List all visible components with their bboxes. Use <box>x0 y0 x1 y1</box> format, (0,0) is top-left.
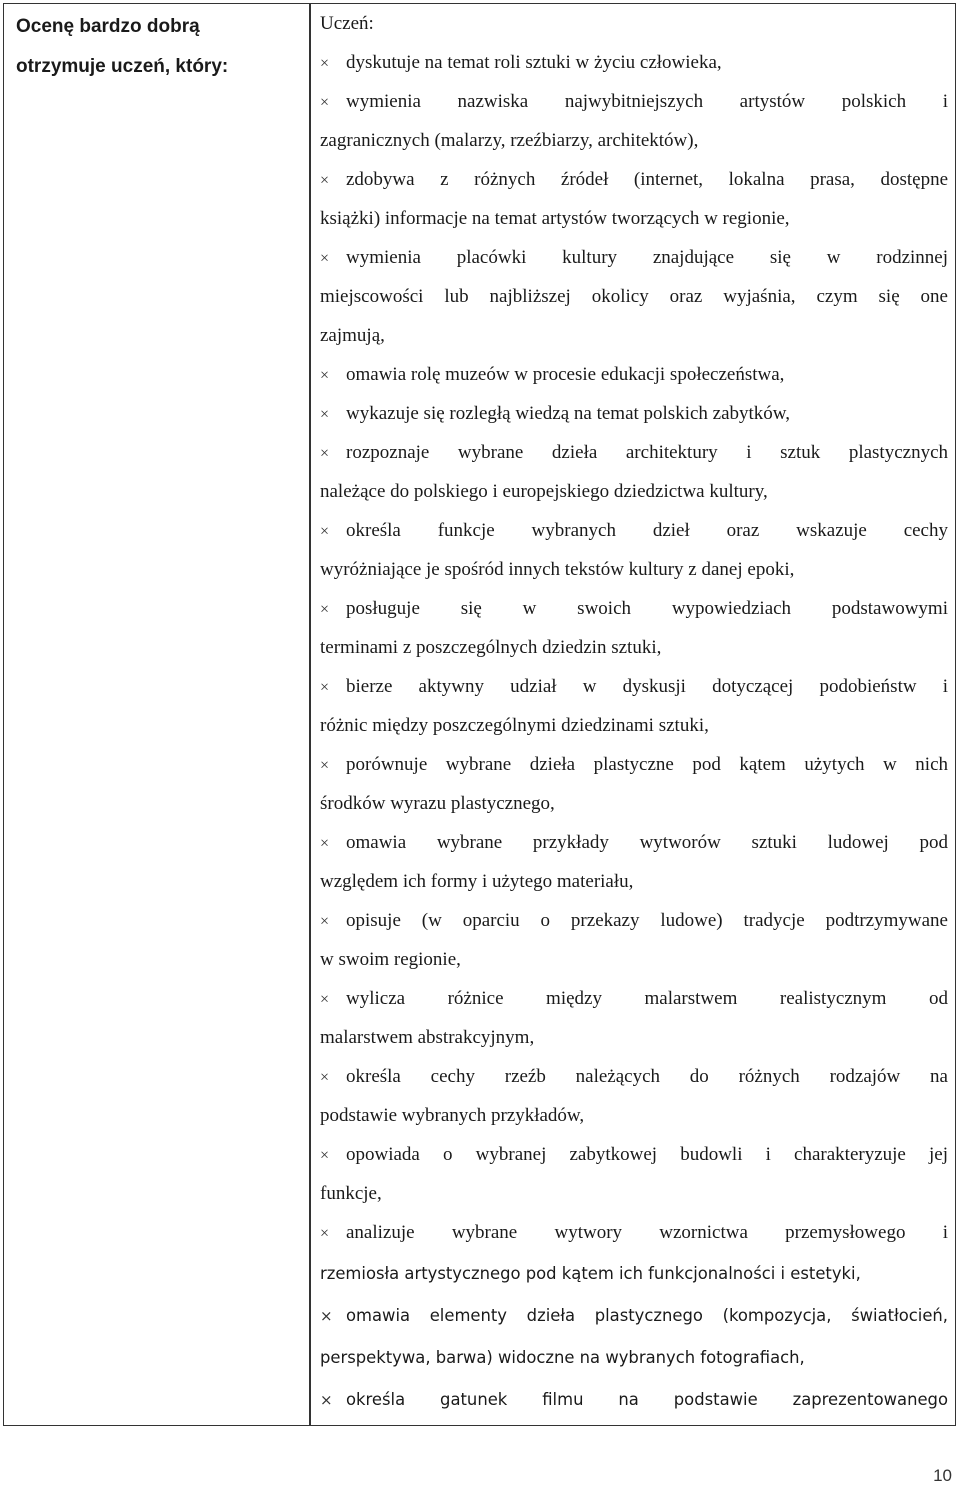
page-number: 10 <box>933 1466 952 1485</box>
requirement-text: analizuje wybrane wytwory wzornictwa przemysłowego i <box>346 1222 948 1243</box>
bullet-cross-icon: × <box>320 1225 330 1242</box>
requirement-line-continued <box>320 628 948 667</box>
requirement-text: wylicza różnice między malarstwem realistycznym od <box>346 988 948 1009</box>
requirement-text: określa cechy rzeźb należących do różnych rodzajów na <box>346 1066 948 1087</box>
requirement-line-bulleted <box>320 1135 948 1174</box>
requirement-text: podstawie wybranych przykładów, <box>320 1105 585 1126</box>
requirement-line-bulleted <box>320 589 948 628</box>
criteria-table <box>3 3 956 1426</box>
requirement-text: porównuje wybrane dzieła plastyczne pod kątem użytych w nich <box>346 754 948 775</box>
bullet-cross-icon: × <box>320 172 330 189</box>
grade-heading-line-2: otrzymuje uczeń, który: <box>16 56 229 77</box>
requirement-text: zagranicznych (malarzy, rzeźbiarzy, architektów), <box>320 130 699 151</box>
requirement-line-bulleted <box>320 1380 948 1419</box>
requirement-line-continued <box>320 784 948 823</box>
requirements-intro: Uczeń: <box>320 13 374 34</box>
requirement-line-bulleted <box>320 1296 948 1335</box>
requirement-line-continued <box>320 1018 948 1057</box>
requirement-line-continued <box>320 706 948 745</box>
requirement-line-bulleted <box>320 238 948 277</box>
requirement-line-bulleted <box>320 979 948 1018</box>
requirement-line-bulleted <box>320 901 948 940</box>
requirement-text: rzemiosła artystycznego pod kątem ich funkcjonalności i estetyki, <box>320 1264 861 1283</box>
requirement-line-bulleted <box>320 1213 948 1252</box>
requirement-text: określa gatunek filmu na podstawie zaprezentowanego <box>346 1390 948 1409</box>
requirement-text: posługuje się w swoich wypowiedziach podstawowymi <box>346 598 948 619</box>
requirement-text: wyróżniające je spośród innych tekstów kultury z danej epoki, <box>320 559 795 580</box>
grade-heading-cell <box>16 7 301 87</box>
requirement-text: malarstwem abstrakcyjnym, <box>320 1027 535 1048</box>
requirement-line-bulleted <box>320 823 948 862</box>
requirement-line-continued <box>320 940 948 979</box>
bullet-cross-icon: × <box>320 913 330 930</box>
requirement-text: funkcje, <box>320 1183 382 1204</box>
requirement-text: miejscowości lub najbliższej okolicy oraz wyjaśnia, czym się one <box>320 286 948 307</box>
bullet-cross-icon: × <box>320 367 330 384</box>
bullet-cross-icon: × <box>320 835 330 852</box>
requirement-line-bulleted <box>320 745 948 784</box>
requirement-text: określa funkcje wybranych dzieł oraz wskazuje cechy <box>346 520 948 541</box>
bullet-cross-icon: × <box>320 250 330 267</box>
bullet-cross-icon: × <box>320 445 330 462</box>
requirement-text: perspektywa, barwa) widoczne na wybranych fotografiach, <box>320 1348 805 1367</box>
requirement-line-continued <box>320 121 948 160</box>
requirement-text: omawia wybrane przykłady wytworów sztuki ludowej pod <box>346 832 948 853</box>
bullet-cross-icon: × <box>320 601 330 618</box>
requirement-line-continued <box>320 316 948 355</box>
requirement-line-bulleted <box>320 1057 948 1096</box>
requirement-text: książki) informacje na temat artystów tworzących w regionie, <box>320 208 790 229</box>
requirement-line-continued <box>320 550 948 589</box>
bullet-cross-icon: × <box>320 1307 333 1325</box>
requirement-line-continued <box>320 1174 948 1213</box>
bullet-cross-icon: × <box>320 757 330 774</box>
requirement-line-bulleted <box>320 82 948 121</box>
requirement-line-bulleted <box>320 160 948 199</box>
requirement-text: terminami z poszczególnych dziedzin sztuki, <box>320 637 662 658</box>
requirement-line-bulleted <box>320 433 948 472</box>
requirement-line-continued <box>320 472 948 511</box>
requirement-line-bulleted <box>320 355 948 394</box>
requirement-line-continued <box>320 1096 948 1135</box>
requirement-text: opisuje (w oparciu o przekazy ludowe) tradycje podtrzymywane <box>346 910 948 931</box>
requirement-text: wymienia placówki kultury znajdujące się w rodzinnej <box>346 247 948 268</box>
bullet-cross-icon: × <box>320 1147 330 1164</box>
requirement-text: zajmują, <box>320 325 385 346</box>
requirement-text: wymienia nazwiska najwybitniejszych artystów polskich i <box>346 91 948 112</box>
requirement-text: omawia elementy dzieła plastycznego (kompozycja, światłocień, <box>346 1306 948 1325</box>
requirement-line-continued <box>320 199 948 238</box>
bullet-cross-icon: × <box>320 679 330 696</box>
requirement-text: względem ich formy i użytego materiału, <box>320 871 634 892</box>
requirement-line-continued <box>320 1338 948 1377</box>
bullet-cross-icon: × <box>320 523 330 540</box>
bullet-cross-icon: × <box>320 991 330 1008</box>
requirement-text: rozpoznaje wybrane dzieła architektury i sztuk plastycznych <box>346 442 948 463</box>
requirement-text: środków wyrazu plastycznego, <box>320 793 555 814</box>
requirement-text: dyskutuje na temat roli sztuki w życiu człowieka, <box>346 52 722 73</box>
requirement-line-continued <box>320 1254 948 1293</box>
requirement-text: bierze aktywny udział w dyskusji dotyczącej podobieństw i <box>346 676 948 697</box>
requirement-line-bulleted <box>320 43 948 82</box>
requirement-text: omawia rolę muzeów w procesie edukacji społeczeństwa, <box>346 364 785 385</box>
requirement-text: wykazuje się rozległą wiedzą na temat polskich zabytków, <box>346 403 791 424</box>
requirement-text: różnic między poszczególnymi dziedzinami sztuki, <box>320 715 709 736</box>
bullet-cross-icon: × <box>320 1391 333 1409</box>
bullet-cross-icon: × <box>320 406 330 423</box>
bullet-cross-icon: × <box>320 55 330 72</box>
column-divider <box>309 4 311 1425</box>
requirement-line-continued <box>320 277 948 316</box>
grade-heading-line-1: Ocenę bardzo dobrą <box>16 16 200 37</box>
bullet-cross-icon: × <box>320 94 330 111</box>
requirement-text: należące do polskiego i europejskiego dziedzictwa kultury, <box>320 481 768 502</box>
requirement-line-bulleted <box>320 667 948 706</box>
requirement-text: zdobywa z różnych źródeł (internet, lokalna prasa, dostępne <box>346 169 948 190</box>
requirement-text: w swoim regionie, <box>320 949 461 970</box>
requirement-line-bulleted <box>320 511 948 550</box>
bullet-cross-icon: × <box>320 1069 330 1086</box>
requirement-text: opowiada o wybranej zabytkowej budowli i charakteryzuje jej <box>346 1144 948 1165</box>
requirement-line-continued <box>320 862 948 901</box>
requirement-line-bulleted <box>320 394 948 433</box>
